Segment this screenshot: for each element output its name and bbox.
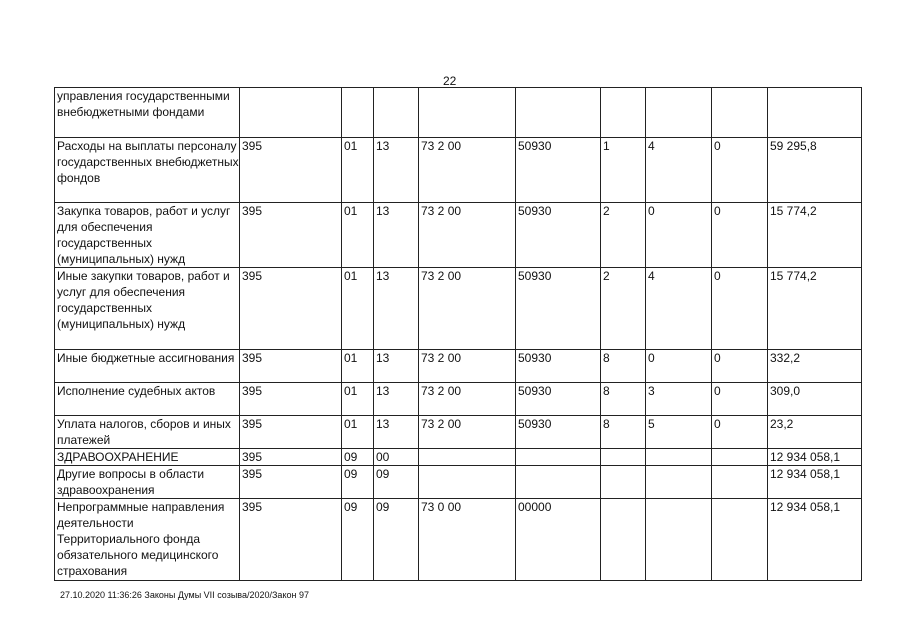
cell-c1: 395	[240, 449, 342, 466]
cell-c8	[712, 499, 768, 581]
cell-amount: 309,0	[768, 383, 862, 416]
cell-c3: 13	[374, 383, 419, 416]
cell-amount: 15 774,2	[768, 203, 862, 268]
cell-c3: 00	[374, 449, 419, 466]
cell-c3: 13	[374, 138, 419, 203]
row-name: Исполнение судебных актов	[55, 383, 240, 416]
table-row	[55, 416, 862, 449]
cell-c2: 01	[342, 350, 374, 383]
cell-c5: 50930	[516, 268, 601, 350]
cell-c7: 5	[646, 416, 712, 449]
cell-c1: 395	[240, 268, 342, 350]
cell-c1: 395	[240, 383, 342, 416]
cell-c1: 395	[240, 466, 342, 499]
table-row	[55, 466, 862, 499]
cell-c8: 0	[712, 203, 768, 268]
cell-c5	[516, 88, 601, 138]
cell-c4	[419, 88, 516, 138]
table-row	[55, 138, 862, 203]
cell-c3: 13	[374, 350, 419, 383]
cell-amount: 12 934 058,1	[768, 449, 862, 466]
cell-c7: 0	[646, 350, 712, 383]
cell-amount: 332,2	[768, 350, 862, 383]
cell-c6	[601, 499, 646, 581]
table-row	[55, 350, 862, 383]
cell-c4: 73 2 00	[419, 268, 516, 350]
cell-c1: 395	[240, 203, 342, 268]
cell-c4: 73 2 00	[419, 416, 516, 449]
row-name: Расходы на выплаты персоналу государственных внебюджетных фондов	[55, 138, 240, 203]
cell-amount	[768, 88, 862, 138]
table-row	[55, 449, 862, 466]
cell-c2: 01	[342, 268, 374, 350]
cell-c7: 0	[646, 203, 712, 268]
cell-c8	[712, 449, 768, 466]
cell-c7: 3	[646, 383, 712, 416]
row-name: ЗДРАВООХРАНЕНИЕ	[55, 449, 240, 466]
cell-c7	[646, 499, 712, 581]
cell-c8: 0	[712, 383, 768, 416]
document-footer: 27.10.2020 11:36:26 Законы Думы VII созыва/2020/Закон 97	[60, 590, 309, 600]
cell-c5: 50930	[516, 383, 601, 416]
cell-c2: 09	[342, 499, 374, 581]
cell-c8: 0	[712, 268, 768, 350]
cell-amount: 12 934 058,1	[768, 466, 862, 499]
cell-c3: 13	[374, 416, 419, 449]
cell-c2: 01	[342, 203, 374, 268]
cell-c2	[342, 88, 374, 138]
cell-c4: 73 2 00	[419, 383, 516, 416]
table-row	[55, 499, 862, 581]
cell-c1: 395	[240, 416, 342, 449]
cell-amount: 23,2	[768, 416, 862, 449]
cell-c4	[419, 466, 516, 499]
cell-c3: 09	[374, 466, 419, 499]
page-number: 22	[443, 74, 457, 88]
cell-c6: 8	[601, 383, 646, 416]
row-name: Иные закупки товаров, работ и услуг для обеспечения государственных (муниципальных) нужд	[55, 268, 240, 350]
cell-c3: 09	[374, 499, 419, 581]
cell-c6: 1	[601, 138, 646, 203]
cell-c2: 01	[342, 138, 374, 203]
cell-c4: 73 2 00	[419, 138, 516, 203]
cell-c2: 01	[342, 416, 374, 449]
cell-c5: 50930	[516, 350, 601, 383]
cell-c7	[646, 449, 712, 466]
cell-c2: 01	[342, 383, 374, 416]
cell-c6: 8	[601, 416, 646, 449]
cell-c7: 4	[646, 268, 712, 350]
cell-c7	[646, 466, 712, 499]
cell-c2: 09	[342, 466, 374, 499]
row-name: Непрограммные направления деятельности Территориального фонда обязательного медицинского страхования	[55, 499, 240, 581]
row-name: управления государственными внебюджетными фондами	[55, 88, 240, 138]
cell-c5	[516, 466, 601, 499]
cell-c7	[646, 88, 712, 138]
cell-c6: 2	[601, 203, 646, 268]
cell-c4	[419, 449, 516, 466]
cell-c8: 0	[712, 416, 768, 449]
cell-c4: 73 2 00	[419, 203, 516, 268]
cell-c8	[712, 466, 768, 499]
cell-c6: 2	[601, 268, 646, 350]
row-name: Иные бюджетные ассигнования	[55, 350, 240, 383]
cell-c2: 09	[342, 449, 374, 466]
table-row	[55, 268, 862, 350]
cell-c3: 13	[374, 203, 419, 268]
cell-c6	[601, 466, 646, 499]
cell-c6: 8	[601, 350, 646, 383]
cell-c1: 395	[240, 350, 342, 383]
cell-amount: 59 295,8	[768, 138, 862, 203]
cell-c6	[601, 449, 646, 466]
cell-c8	[712, 88, 768, 138]
budget-table	[54, 87, 862, 581]
cell-c1: 395	[240, 138, 342, 203]
cell-c3	[374, 88, 419, 138]
cell-amount: 12 934 058,1	[768, 499, 862, 581]
cell-c5: 50930	[516, 138, 601, 203]
cell-c5	[516, 449, 601, 466]
cell-c5: 50930	[516, 416, 601, 449]
cell-c8: 0	[712, 350, 768, 383]
cell-amount: 15 774,2	[768, 268, 862, 350]
cell-c1	[240, 88, 342, 138]
row-name: Уплата налогов, сборов и иных платежей	[55, 416, 240, 449]
cell-c1: 395	[240, 499, 342, 581]
cell-c6	[601, 88, 646, 138]
table-row	[55, 203, 862, 268]
cell-c5: 00000	[516, 499, 601, 581]
table-row	[55, 88, 862, 138]
cell-c7: 4	[646, 138, 712, 203]
cell-c8: 0	[712, 138, 768, 203]
table-row	[55, 383, 862, 416]
cell-c4: 73 2 00	[419, 350, 516, 383]
row-name: Другие вопросы в области здравоохранения	[55, 466, 240, 499]
cell-c3: 13	[374, 268, 419, 350]
cell-c4: 73 0 00	[419, 499, 516, 581]
row-name: Закупка товаров, работ и услуг для обеспечения государственных (муниципальных) нужд	[55, 203, 240, 268]
cell-c5: 50930	[516, 203, 601, 268]
